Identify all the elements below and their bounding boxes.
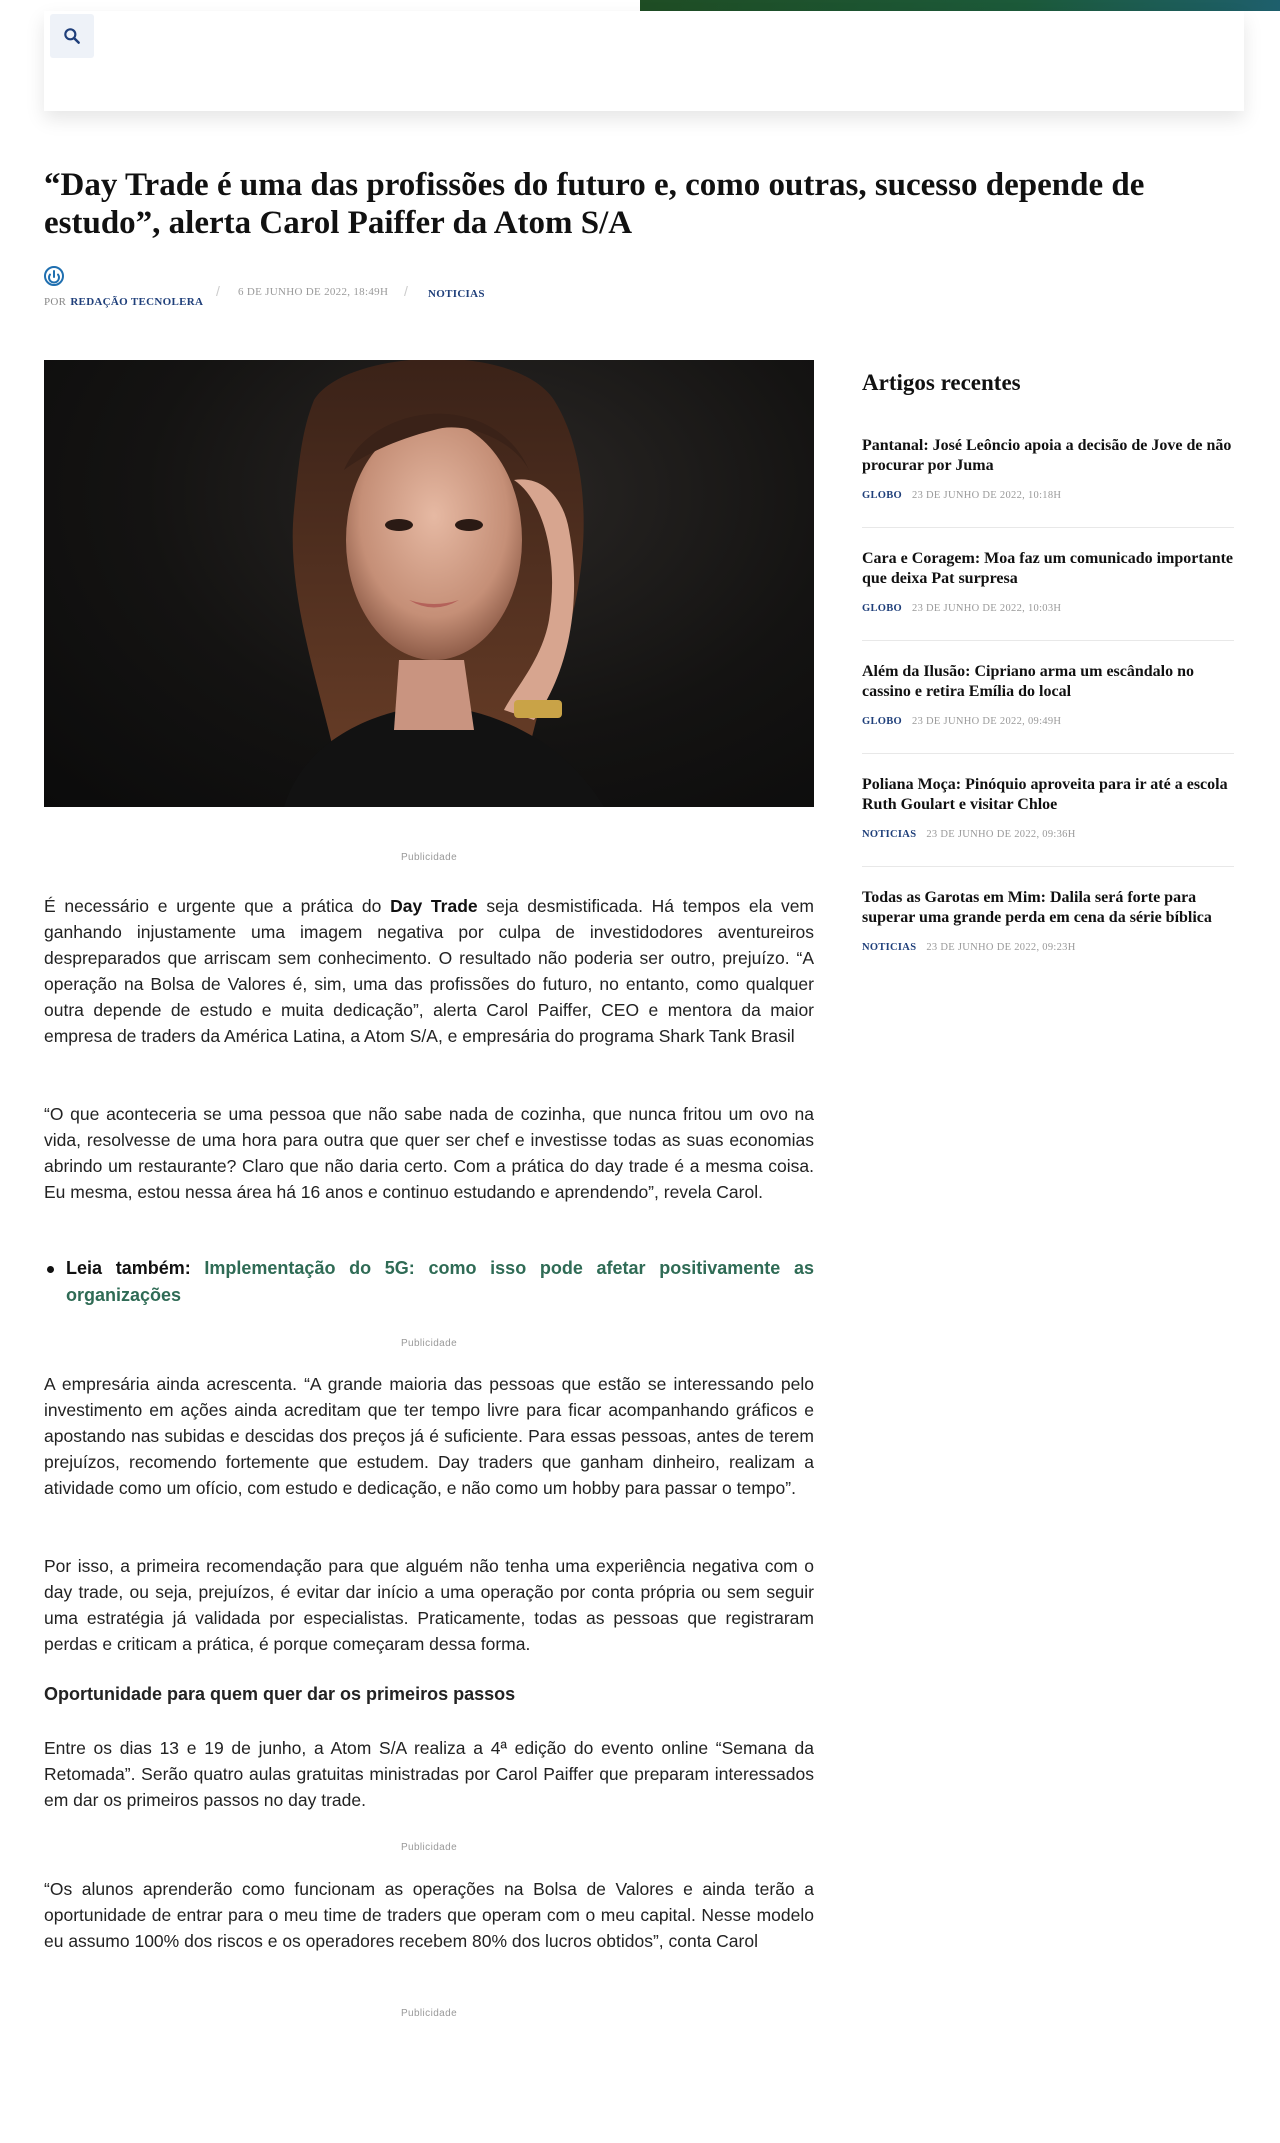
read-also-item	[44, 1255, 814, 1309]
top-accent-bar	[640, 0, 1280, 11]
ad-placeholder: Publicidade	[400, 1338, 458, 1349]
author-link[interactable]: REDAÇÃO TECNOLERA	[70, 296, 204, 308]
divider	[862, 640, 1234, 641]
recent-articles-sidebar	[862, 360, 1234, 953]
divider	[862, 866, 1234, 867]
recent-article-item	[862, 436, 1234, 501]
recent-article-item	[862, 888, 1234, 953]
article-paragraph: “Os alunos aprenderão como funcionam as operações na Bolsa de Valores e ainda terão a oportunidade de entrar para o meu time de traders que operam com o meu capital. Nesse modelo eu assumo 100% dos riscos e os operadores recebem 80% dos lucros obtidos”, conta Carol	[44, 1879, 814, 1951]
article-subheading: Oportunidade para quem quer dar os primeiros passos	[44, 1684, 516, 1704]
recent-article-item	[862, 775, 1234, 840]
recent-article-date: 23 DE JUNHO DE 2022, 09:49H	[912, 716, 1062, 727]
recent-article-title[interactable]: Poliana Moça: Pinóquio aproveita para ir até a escola Ruth Goulart e visitar Chloe	[862, 776, 1228, 813]
recent-article-date: 23 DE JUNHO DE 2022, 09:36H	[926, 829, 1076, 840]
article-paragraph: A empresária ainda acrescenta. “A grande maioria das pessoas que estão se interessando pelo investimento em ações ainda acreditam que ter tempo livre para ficar acompanhando gráficos e apostando nas subidas e descidas dos preços já é suficiente. Para essas pessoas, antes de terem prejuízos, recomendo fortemente que estudem. Day traders que ganham dinheiro, realizam a atividade como um ofício, com estudo e dedicação, e não como um hobby para passar o tempo”.	[44, 1374, 814, 1498]
portrait-illustration	[44, 360, 814, 807]
article-paragraph: Entre os dias 13 e 19 de junho, a Atom S/A realiza a 4ª edição do evento online “Semana da Retomada”. Serão quatro aulas gratuitas ministradas por Carol Paiffer que preparam interessados em dar os primeiros passos no day trade.	[44, 1738, 814, 1810]
read-also-label: Leia também:	[66, 1258, 191, 1278]
article-date: 6 DE JUNHO DE 2022, 18:49H	[238, 286, 389, 298]
recent-article-date: 23 DE JUNHO DE 2022, 09:23H	[926, 942, 1076, 953]
search-button[interactable]	[50, 14, 94, 58]
recent-article-item	[862, 549, 1234, 614]
recent-article-item	[862, 662, 1234, 727]
article-paragraph: É necessário e urgente que a prática do Day Trade seja desmistificada. Há tempos ela vem ganhando injustamente uma imagem negativa por culpa de investidodores aventureiros despreparados que arriscam sem conhecimento. O resultado não poderia ser outro, prejuízo. “A operação na Bolsa de Valores é, sim, uma das profissões do futuro, no entanto, como qualquer outra depende de estudo e muita dedicação”, alerta Carol Paiffer, CEO e mentora da maior empresa de traders da América Latina, a Atom S/A, e empresária do programa Shark Tank Brasil	[44, 896, 814, 1046]
recent-article-date: 23 DE JUNHO DE 2022, 10:18H	[912, 490, 1062, 501]
ad-placeholder: Publicidade	[400, 1842, 458, 1853]
recent-article-title[interactable]: Todas as Garotas em Mim: Dalila será forte para superar uma grande perda em cena da série bíblica	[862, 889, 1212, 926]
recent-article-category[interactable]: GLOBO	[862, 716, 903, 727]
article-hero-image	[44, 360, 814, 807]
article-paragraph: “O que aconteceria se uma pessoa que não sabe nada de cozinha, que nunca fritou um ovo na vida, resolvesse de uma hora para outra que quer ser chef e investisse todas as suas economias abrindo um restaurante? Claro que não daria certo. Com a prática do day trade é a mesma coisa. Eu mesma, estou nessa área há 16 anos e continuo estudando e aprendendo”, revela Carol.	[44, 1104, 814, 1202]
read-also-link[interactable]: Implementação do 5G: como isso pode afetar positivamente as organizações	[66, 1258, 814, 1305]
recent-article-category[interactable]: GLOBO	[862, 490, 903, 501]
recent-article-date: 23 DE JUNHO DE 2022, 10:03H	[912, 603, 1062, 614]
ad-placeholder: Publicidade	[400, 2008, 458, 2019]
article-category-link[interactable]: NOTICIAS	[428, 288, 485, 300]
divider	[862, 527, 1234, 528]
ad-placeholder: Publicidade	[400, 852, 458, 863]
sidebar-title: Artigos recentes	[862, 370, 1021, 395]
recent-article-title[interactable]: Pantanal: José Leôncio apoia a decisão de Jove de não procurar por Juma	[862, 437, 1232, 474]
byline-label: POR	[44, 296, 67, 308]
search-icon	[62, 26, 82, 46]
recent-article-category[interactable]: NOTICIAS	[862, 942, 917, 953]
article-title: “Day Trade é uma das profissões do futuro e, como outras, sucesso depende de estudo”, alerta Carol Paiffer da Atom S/A	[44, 167, 1145, 241]
recent-article-category[interactable]: GLOBO	[862, 603, 903, 614]
read-also-list	[44, 1255, 814, 1309]
author-avatar-icon[interactable]	[44, 266, 64, 286]
keyword-day-trade: Day Trade	[390, 896, 478, 916]
site-header	[44, 11, 1244, 111]
meta-separator: /	[216, 283, 220, 299]
recent-article-title[interactable]: Cara e Coragem: Moa faz um comunicado importante que deixa Pat surpresa	[862, 550, 1234, 587]
divider	[862, 753, 1234, 754]
recent-article-title[interactable]: Além da Ilusão: Cipriano arma um escândalo no cassino e retira Emília do local	[862, 663, 1195, 700]
article-byline	[44, 296, 203, 308]
article-paragraph: Por isso, a primeira recomendação para que alguém não tenha uma experiência negativa com o day trade, ou seja, prejuízos, é evitar dar início a uma operação por conta própria ou sem seguir uma estratégia já validada por especialistas. Praticamente, todas as pessoas que registraram perdas e criticam a prática, é porque começaram dessa forma.	[44, 1556, 814, 1654]
meta-separator: /	[404, 283, 408, 299]
recent-article-category[interactable]: NOTICIAS	[862, 829, 917, 840]
